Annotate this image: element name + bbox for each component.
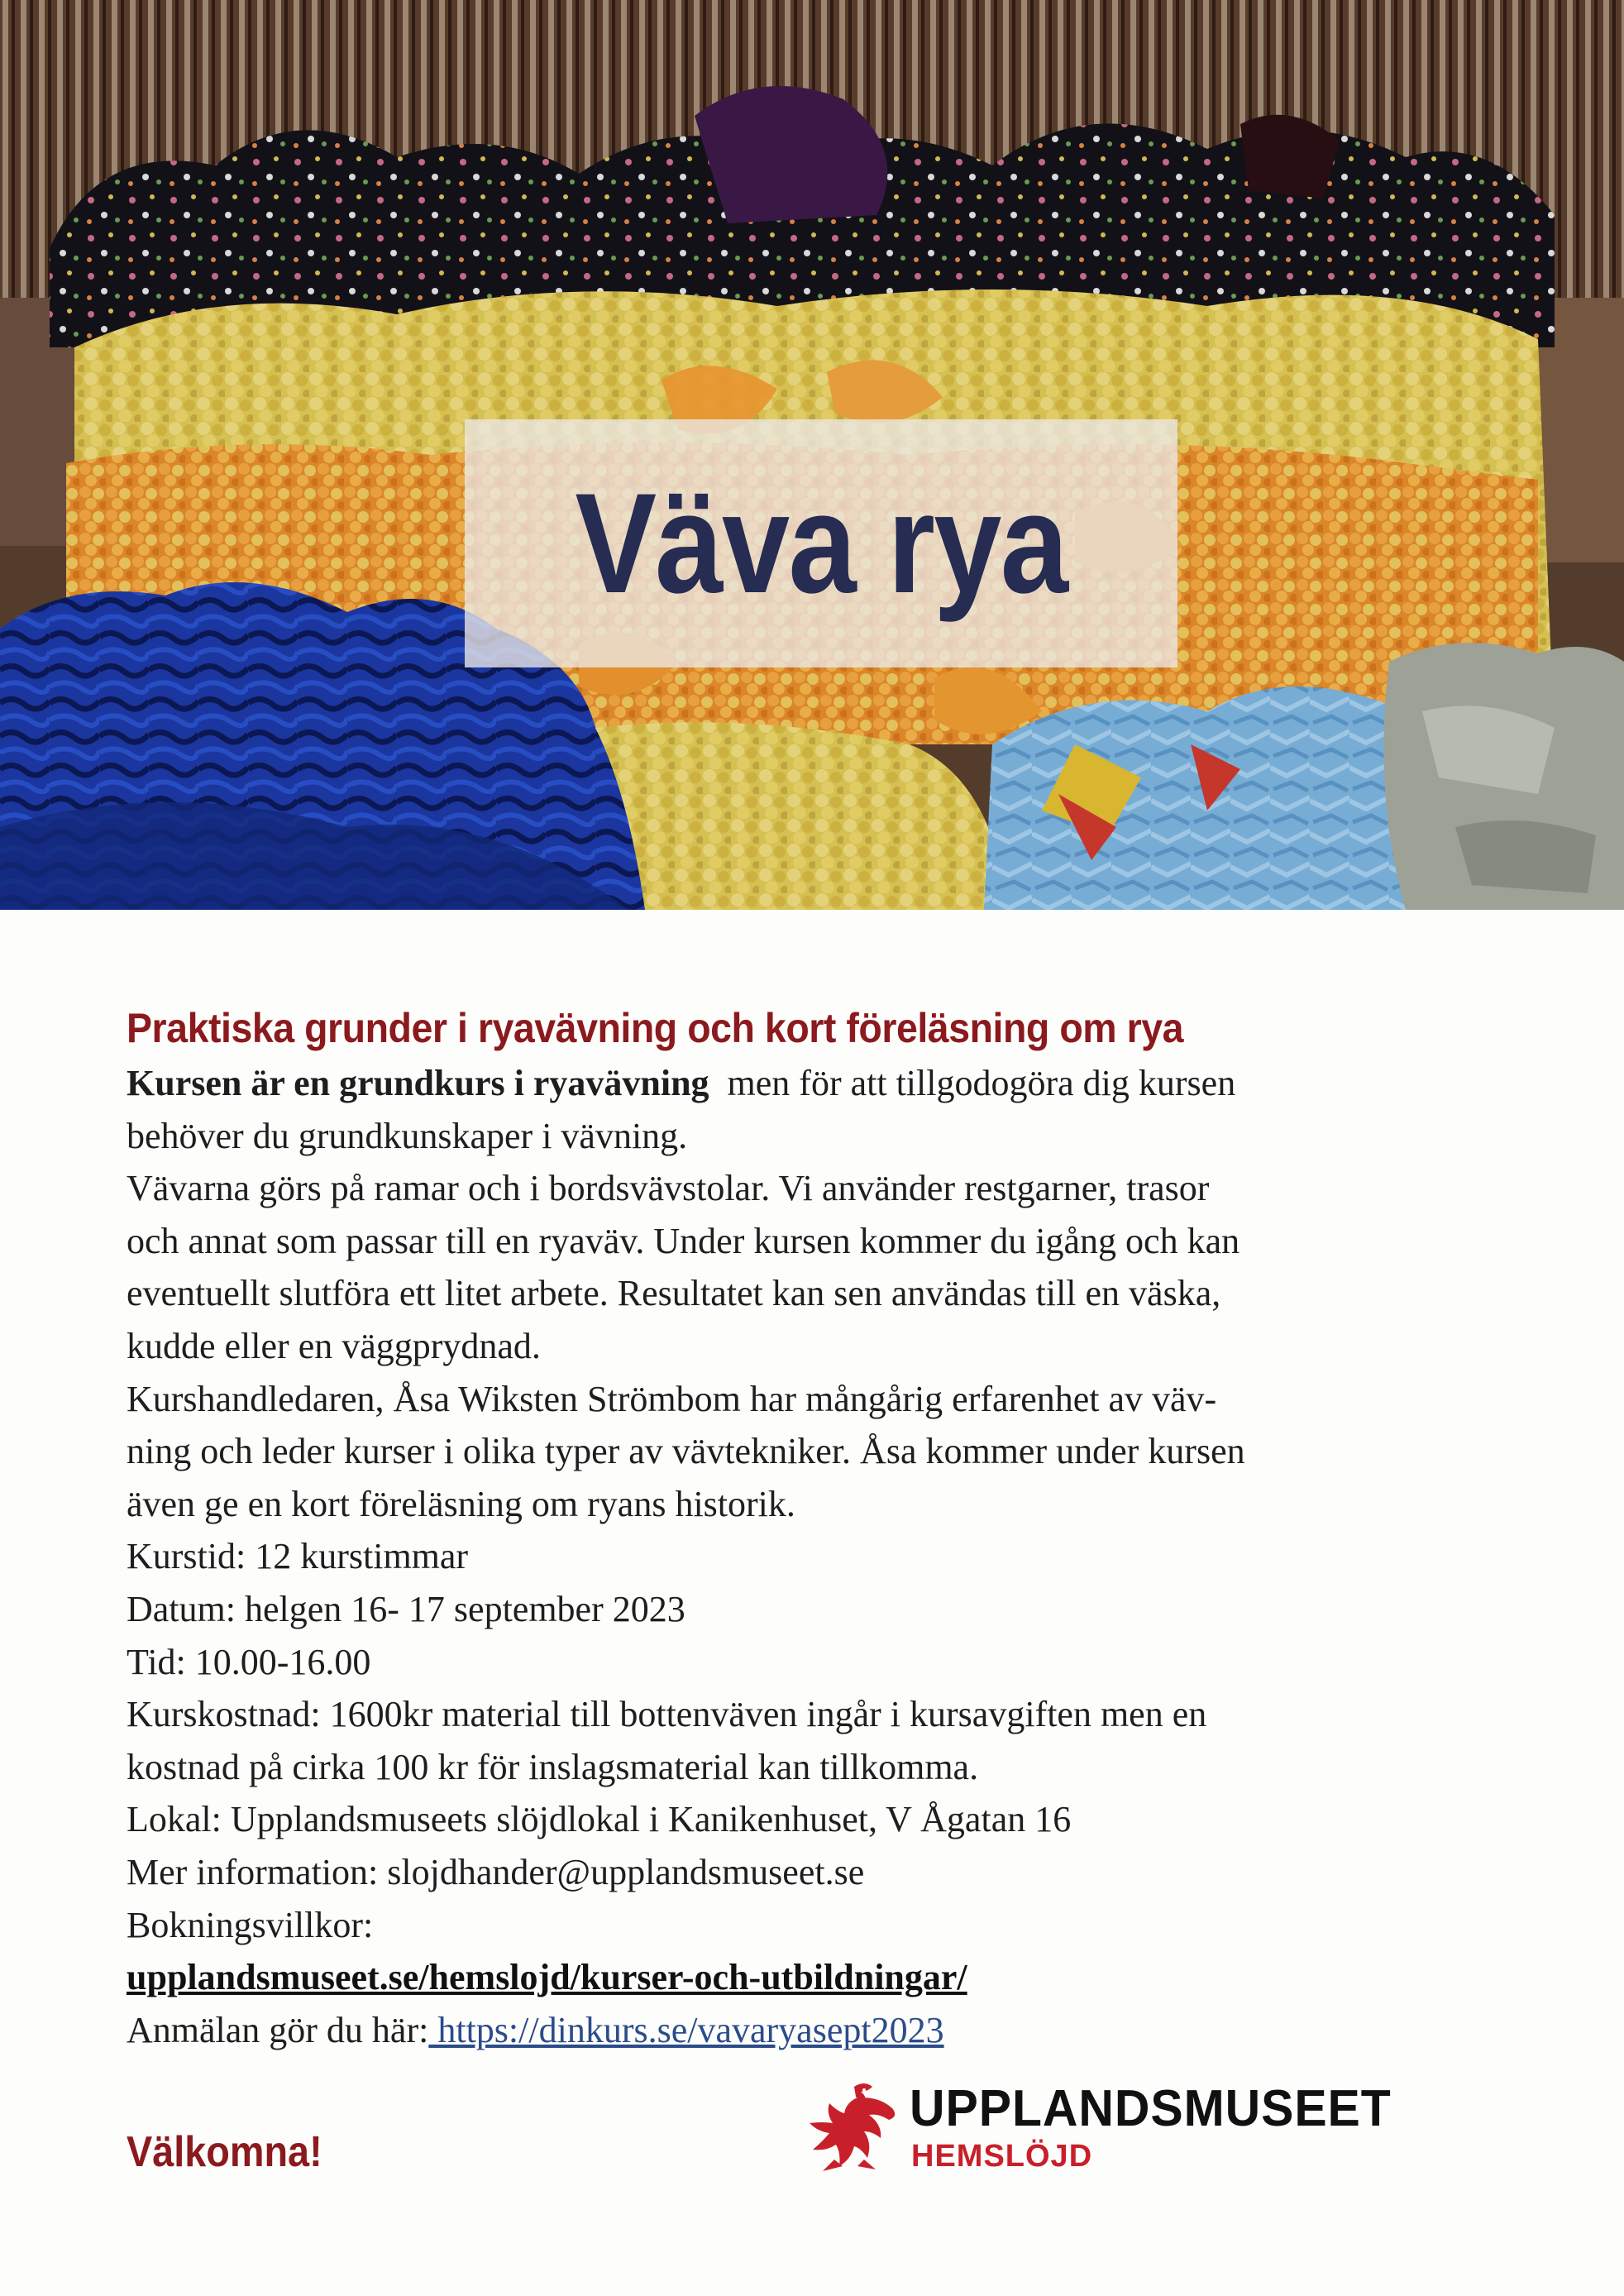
course-cost-extra: kostnad på cirka 100 kr för inslagsmaterial kan tillkomma.: [127, 1746, 979, 1787]
hero-photo: [0, 0, 1624, 910]
body-line: Kurshandledaren, Åsa Wiksten Strömbom har mångårig erfarenhet av väv-: [127, 1378, 1217, 1419]
logo-subtitle: HEMSLÖJD: [911, 2139, 1093, 2174]
body-line: behöver du grundkunskaper i vävning.: [127, 1115, 688, 1156]
course-time: Tid: 10.00-16.00: [127, 1641, 371, 1682]
body-line: ning och leder kurser i olika typer av vävtekniker. Åsa kommer under kursen: [127, 1431, 1245, 1472]
body-line: Vävarna görs på ramar och i bordsvävstolar. Vi använder restgarner, trasor: [127, 1168, 1210, 1209]
dragon-icon: [806, 2080, 904, 2173]
more-info: Mer information: slojdhander@upplandsmuseet.se: [127, 1851, 865, 1892]
intro-bold: Kursen är en grundkurs i ryavävning: [127, 1063, 709, 1103]
course-date: Datum: helgen 16- 17 september 2023: [127, 1588, 685, 1629]
body-line: eventuellt slutföra ett litet arbete. Resultatet kan sen användas till en väska,: [127, 1273, 1221, 1314]
body-line: och annat som passar till en ryaväv. Under kursen kommer du igång och kan: [127, 1220, 1240, 1261]
course-location: Lokal: Upplandsmuseets slöjdlokal i Kanikenhuset, V Ågatan 16: [127, 1799, 1072, 1840]
booking-terms-label: Bokningsvillkor:: [127, 1904, 374, 1945]
course-subtitle: Praktiska grunder i ryavävning och kort föreläsning om rya: [127, 1005, 1184, 1051]
upplandsmuseet-logo: [806, 2080, 1418, 2179]
course-body: [127, 1057, 1450, 2056]
course-duration: Kurstid: 12 kurstimmar: [127, 1536, 469, 1577]
intro-rest: men för att tillgodogöra dig kursen: [709, 1063, 1236, 1103]
signup-line: [127, 2004, 1450, 2057]
intro-line: [127, 1057, 1450, 1110]
logo-name: UPPLANDSMUSEET: [910, 2080, 1392, 2137]
body-line: kudde eller en väggprydnad.: [127, 1325, 541, 1366]
title-overlay: [465, 419, 1177, 667]
welcome-text: Välkomna!: [127, 2128, 322, 2176]
course-cost: Kurskostnad: 1600kr material till bottenväven ingår i kursavgiften men en: [127, 1694, 1207, 1735]
signup-link[interactable]: https://dinkurs.se/vavaryasept2023: [428, 2009, 944, 2050]
course-description: [127, 999, 1450, 2056]
body-line: även ge en kort föreläsning om ryans historik.: [127, 1483, 795, 1524]
signup-label: Anmälan gör du här:: [127, 2009, 429, 2050]
booking-terms-link[interactable]: upplandsmuseet.se/hemslojd/kurser-och-utbildningar/: [127, 1957, 967, 1998]
page-title: Väva rya: [575, 464, 1068, 623]
